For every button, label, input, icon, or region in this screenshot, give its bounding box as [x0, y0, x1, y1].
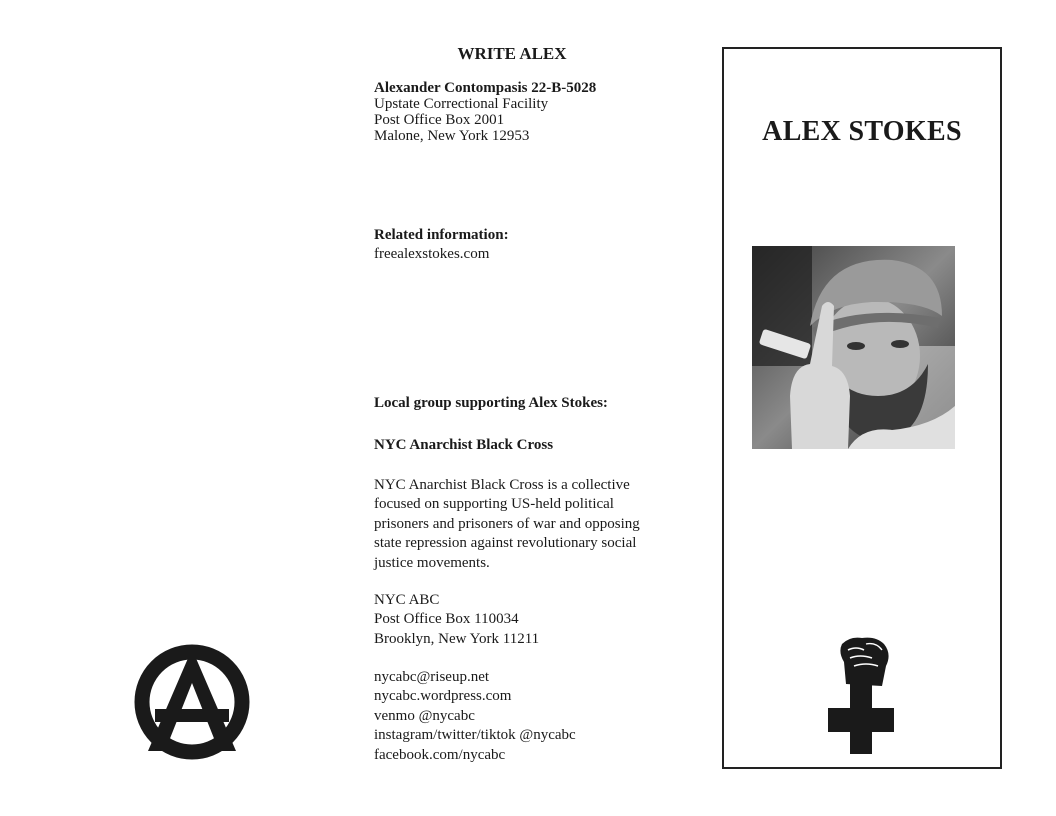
contact-list [374, 668, 576, 765]
prisoner-name: Alexander Contompasis 22-B-5028 [374, 80, 597, 96]
group-address-block [374, 591, 539, 649]
prisoner-address-block [374, 80, 596, 144]
related-info-heading: Related information: [374, 227, 509, 243]
group-description [374, 476, 666, 573]
fist-cross-icon [826, 634, 896, 754]
related-info-link: freealexstokes.com [374, 246, 490, 262]
contact-website: nycabc.wordpress.com [374, 688, 512, 705]
group-name: NYC Anarchist Black Cross [374, 437, 554, 453]
write-alex-heading: WRITE ALEX [457, 44, 567, 63]
contact-facebook: facebook.com/nycabc [374, 746, 506, 763]
contact-email: nycabc@riseup.net [374, 669, 490, 685]
address-line: Post Office Box 2001 [374, 112, 505, 128]
group-address-line: Brooklyn, New York 11211 [374, 630, 540, 647]
description-line: focused on supporting US-held political [374, 496, 614, 513]
contact-social: instagram/twitter/tiktok @nycabc [374, 727, 576, 744]
group-address-line: NYC ABC [374, 592, 440, 608]
circle-a-icon [133, 643, 251, 761]
contact-venmo: venmo @nycabc [374, 707, 475, 724]
address-line: Malone, New York 12953 [374, 128, 530, 144]
description-line: prisoners and prisoners of war and opposing [374, 515, 640, 532]
cover-title: ALEX STOKES [762, 116, 962, 147]
portrait-photo [752, 246, 955, 449]
description-line: state repression against revolutionary social [374, 535, 637, 552]
local-group-heading: Local group supporting Alex Stokes: [374, 395, 608, 411]
address-line: Upstate Correctional Facility [374, 96, 549, 112]
description-line: NYC Anarchist Black Cross is a collective [374, 477, 630, 493]
description-line: justice movements. [374, 554, 490, 571]
group-address-line: Post Office Box 110034 [374, 611, 519, 628]
